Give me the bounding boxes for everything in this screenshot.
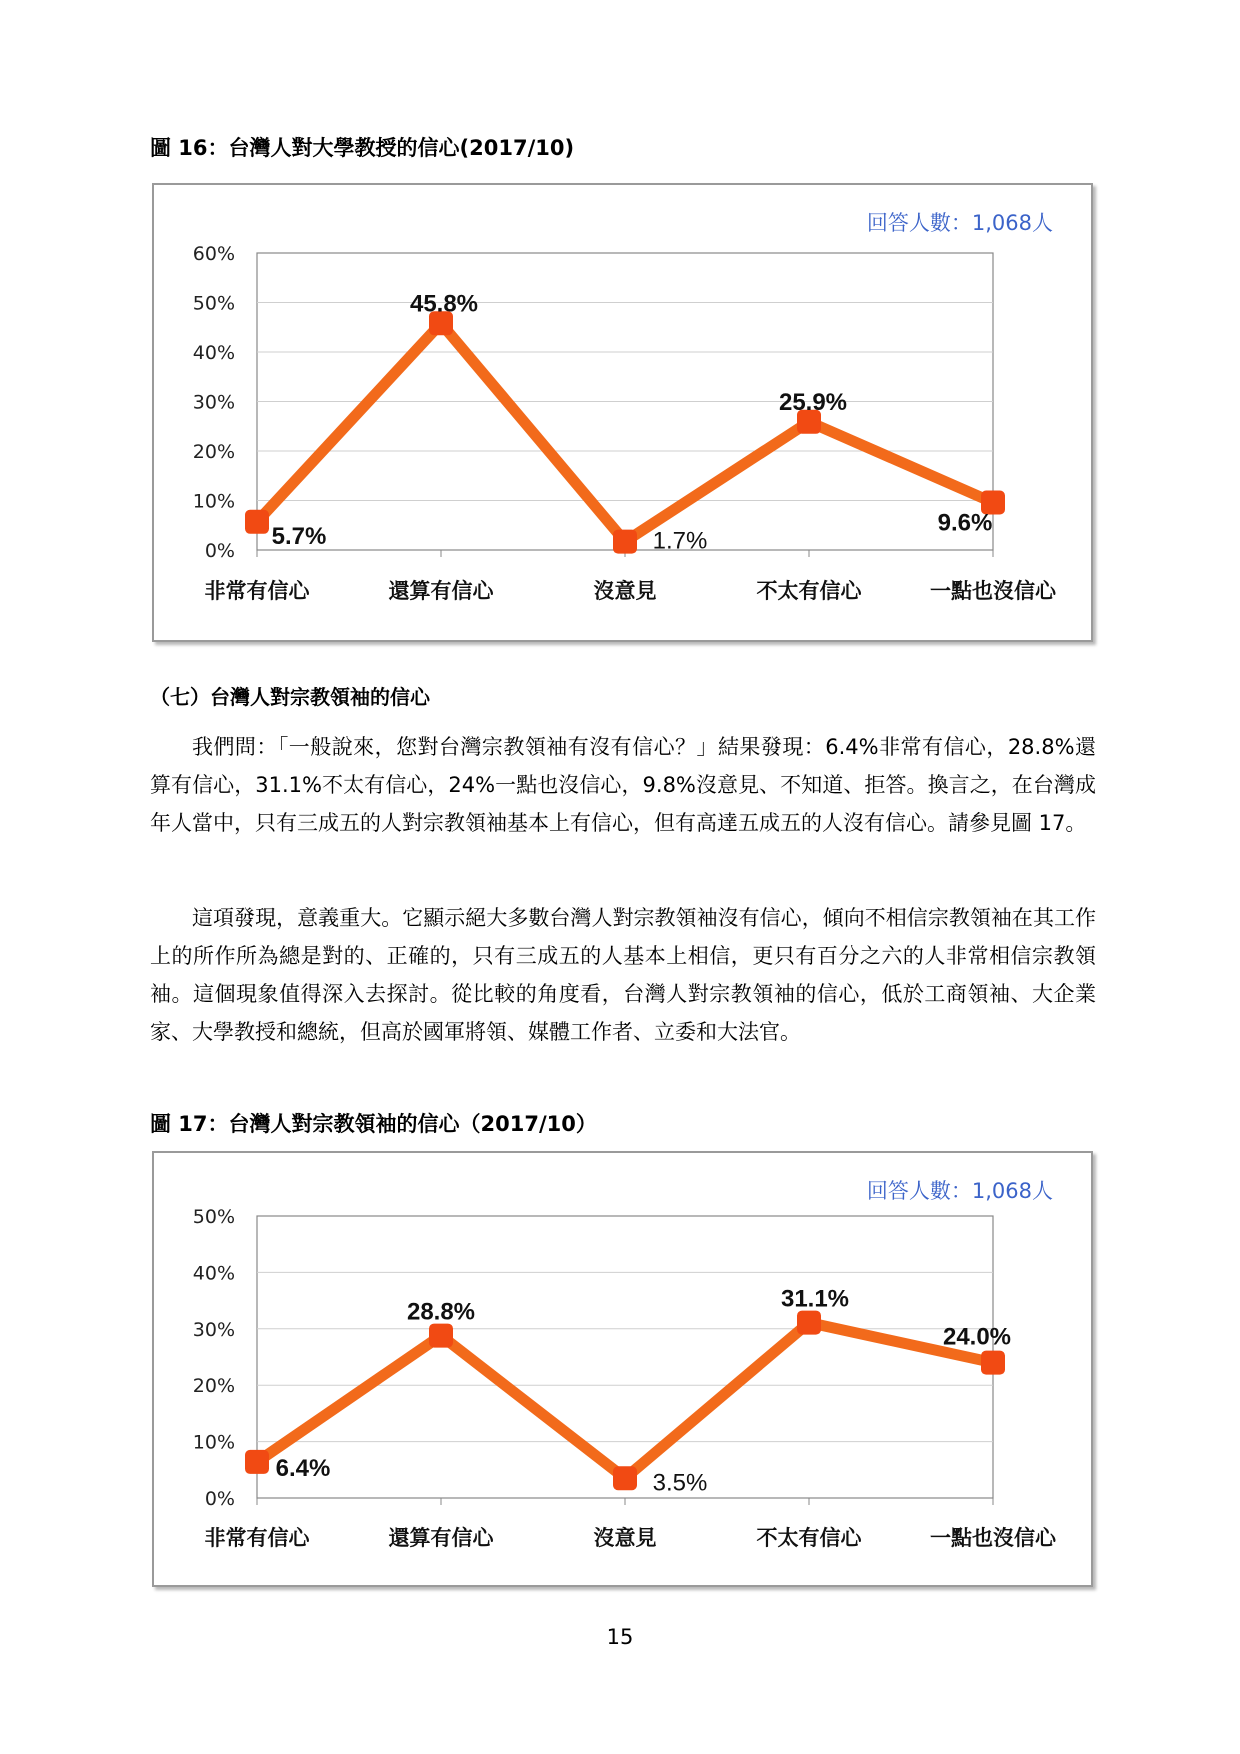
- y-tick-label: 50%: [192, 1206, 235, 1228]
- x-category-label: 非常有信心: [204, 1526, 310, 1550]
- respondent-count: 回答人數：1,068人: [866, 1179, 1053, 1203]
- x-category-label: 還算有信心: [388, 1526, 494, 1550]
- data-point: [245, 1450, 269, 1474]
- paragraph-1: 我們問：「一般說來，您對台灣宗教領袖有沒有信心？」結果發現：6.4%非常有信心，28.8%還算有信心，31.1%不太有信心，24%一點也沒信心，9.8%沒意見、不知道、拒答。換言之，在台灣成年人當中，只有三成五的人對宗教領袖基本上有信心，但有高達五成五的人沒有信心。請參見圖 17。: [150, 735, 1096, 835]
- data-label: 28.8%: [406, 1298, 476, 1326]
- page-number: 15: [606, 1625, 634, 1649]
- figure-16-title: 圖 16：台灣人對大學教授的信心(2017/10): [150, 136, 575, 160]
- figure-17-chart: [152, 1151, 1093, 1587]
- respondent-count: 回答人數：1,068人: [866, 211, 1053, 235]
- x-category-label: 非常有信心: [204, 579, 310, 603]
- y-tick-label: 30%: [192, 391, 235, 414]
- plot-area: [257, 1216, 993, 1498]
- x-category-label: 沒意見: [593, 1526, 657, 1550]
- data-point: [981, 1351, 1005, 1375]
- data-point: [613, 1466, 637, 1490]
- y-tick-label: 20%: [192, 441, 235, 463]
- data-label: 45.8%: [409, 290, 479, 318]
- section-heading: （七）台灣人對宗教領袖的信心: [150, 685, 430, 709]
- x-category-label: 不太有信心: [756, 1526, 862, 1550]
- data-label: 25.9%: [778, 388, 848, 416]
- x-category-label: 不太有信心: [756, 579, 862, 603]
- data-label: 24.0%: [942, 1323, 1012, 1351]
- data-point: [797, 1311, 821, 1335]
- y-tick-label: 50%: [192, 292, 235, 315]
- data-label: 31.1%: [780, 1285, 850, 1313]
- chart-16-svg: [154, 185, 1091, 640]
- data-point: [429, 1324, 453, 1348]
- y-tick-label: 0%: [204, 540, 235, 562]
- figure-17-title: 圖 17：台灣人對宗教領袖的信心（2017/10）: [150, 1112, 597, 1136]
- data-point: [613, 530, 637, 554]
- data-label: 9.6%: [937, 509, 993, 537]
- y-tick-label: 10%: [192, 1431, 235, 1454]
- data-label: 6.4%: [275, 1454, 331, 1482]
- x-category-label: 還算有信心: [388, 579, 494, 603]
- x-category-label: 沒意見: [593, 579, 657, 603]
- data-label: 1.7%: [652, 527, 708, 555]
- y-tick-label: 0%: [204, 1488, 235, 1510]
- y-tick-label: 10%: [192, 490, 235, 513]
- x-category-label: 一點也沒信心: [930, 579, 1056, 603]
- series-line: [257, 1323, 993, 1479]
- series-line: [257, 323, 993, 541]
- paragraph-2: 這項發現，意義重大。它顯示絕大多數台灣人對宗教領袖沒有信心，傾向不相信宗教領袖在其工作上的所作所為總是對的、正確的，只有三成五的人基本上相信，更只有百分之六的人非常相信宗教領袖。這個現象值得深入去探討。從比較的角度看，台灣人對宗教領袖的信心，低於工商領袖、大企業家、大學教授和總統，但高於國軍將領、媒體工作者、立委和大法官。: [150, 906, 1096, 1044]
- y-tick-label: 30%: [192, 1318, 235, 1341]
- data-point: [245, 510, 269, 534]
- y-tick-label: 20%: [192, 1375, 235, 1398]
- x-category-label: 一點也沒信心: [930, 1526, 1056, 1550]
- data-label: 5.7%: [271, 522, 327, 550]
- data-label: 3.5%: [652, 1469, 708, 1497]
- figure-16-chart: [152, 183, 1093, 642]
- y-tick-label: 40%: [192, 342, 235, 364]
- y-tick-label: 60%: [192, 243, 235, 265]
- y-tick-label: 40%: [192, 1262, 235, 1285]
- chart-17-svg: [154, 1153, 1091, 1585]
